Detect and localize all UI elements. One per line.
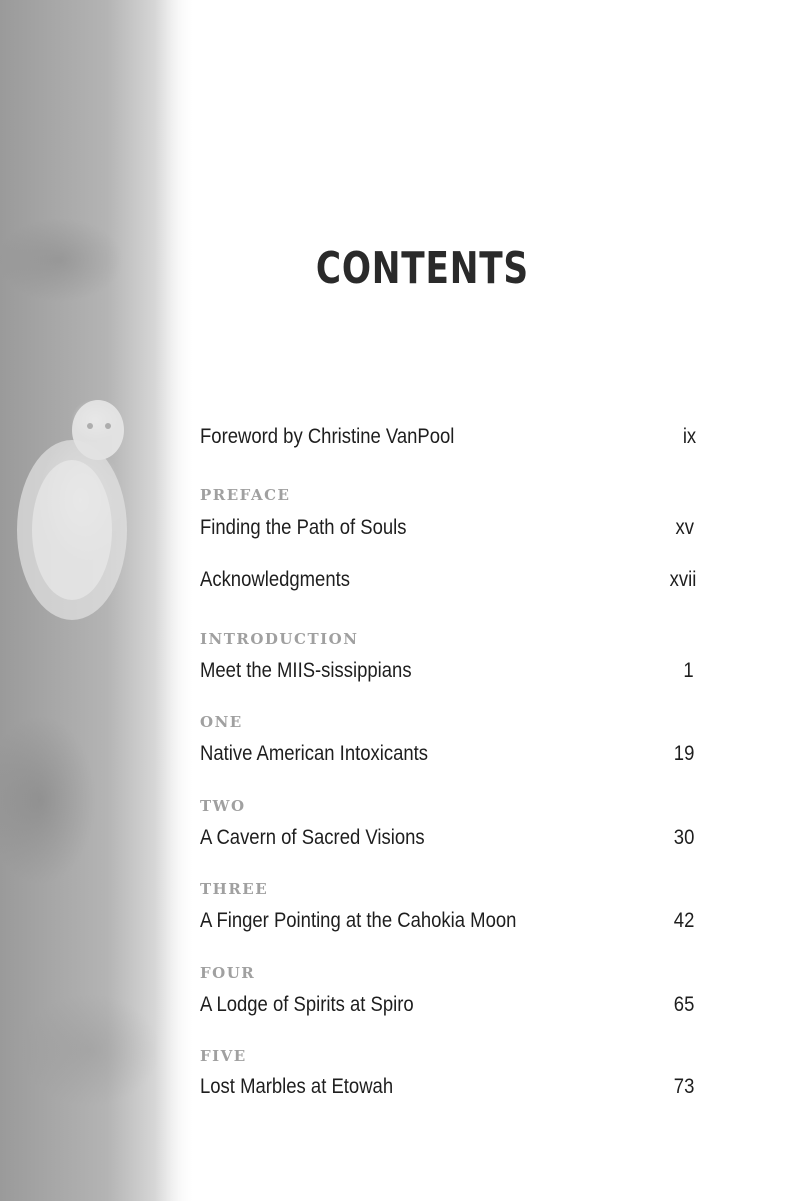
toc-entry-page: 1 [683, 659, 694, 682]
section-label: ONE [200, 713, 243, 731]
toc-entry-title: A Lodge of Spirits at Spiro [200, 993, 414, 1016]
toc-entry-page: 65 [673, 993, 694, 1016]
toc-entry [200, 425, 700, 455]
page-title: CONTENTS [315, 243, 529, 294]
section-label: THREE [200, 880, 269, 898]
toc-entry-page: 30 [673, 826, 694, 849]
toc-entry [200, 1075, 700, 1105]
toc-entry [200, 516, 700, 546]
toc-entry-title: Native American Intoxicants [200, 742, 429, 765]
toc-entry-page: 19 [673, 742, 694, 765]
section-label: FOUR [200, 964, 256, 982]
photo-fade [155, 0, 195, 1201]
toc-entry [200, 826, 700, 856]
decorative-owl-photo [0, 0, 195, 1201]
section-label: TWO [200, 797, 246, 815]
section-label: PREFACE [200, 486, 291, 504]
toc-entry [200, 909, 700, 939]
section-label: FIVE [200, 1047, 247, 1065]
toc-entry-title: Lost Marbles at Etowah [200, 1075, 394, 1098]
toc-entry-page: xv [675, 516, 694, 539]
toc-entry-title: Finding the Path of Souls [200, 516, 407, 539]
toc-entry-page: xvii [669, 568, 696, 591]
toc-entry [200, 742, 700, 772]
toc-entry-page: 42 [673, 909, 694, 932]
toc-entry [200, 993, 700, 1023]
toc-entry [200, 568, 700, 598]
toc-entry-title: Foreword by Christine VanPool [200, 425, 455, 448]
toc-entry [200, 659, 700, 689]
toc-entry-page: ix [682, 425, 696, 448]
toc-entry-title: Meet the MIIS-sissippians [200, 659, 412, 682]
toc-entry-title: Acknowledgments [200, 568, 350, 591]
section-label: INTRODUCTION [200, 630, 359, 648]
toc-entry-page: 73 [673, 1075, 694, 1098]
toc-entry-title: A Cavern of Sacred Visions [200, 826, 425, 849]
toc-entry-title: A Finger Pointing at the Cahokia Moon [200, 909, 517, 932]
owl-illustration [10, 390, 140, 630]
